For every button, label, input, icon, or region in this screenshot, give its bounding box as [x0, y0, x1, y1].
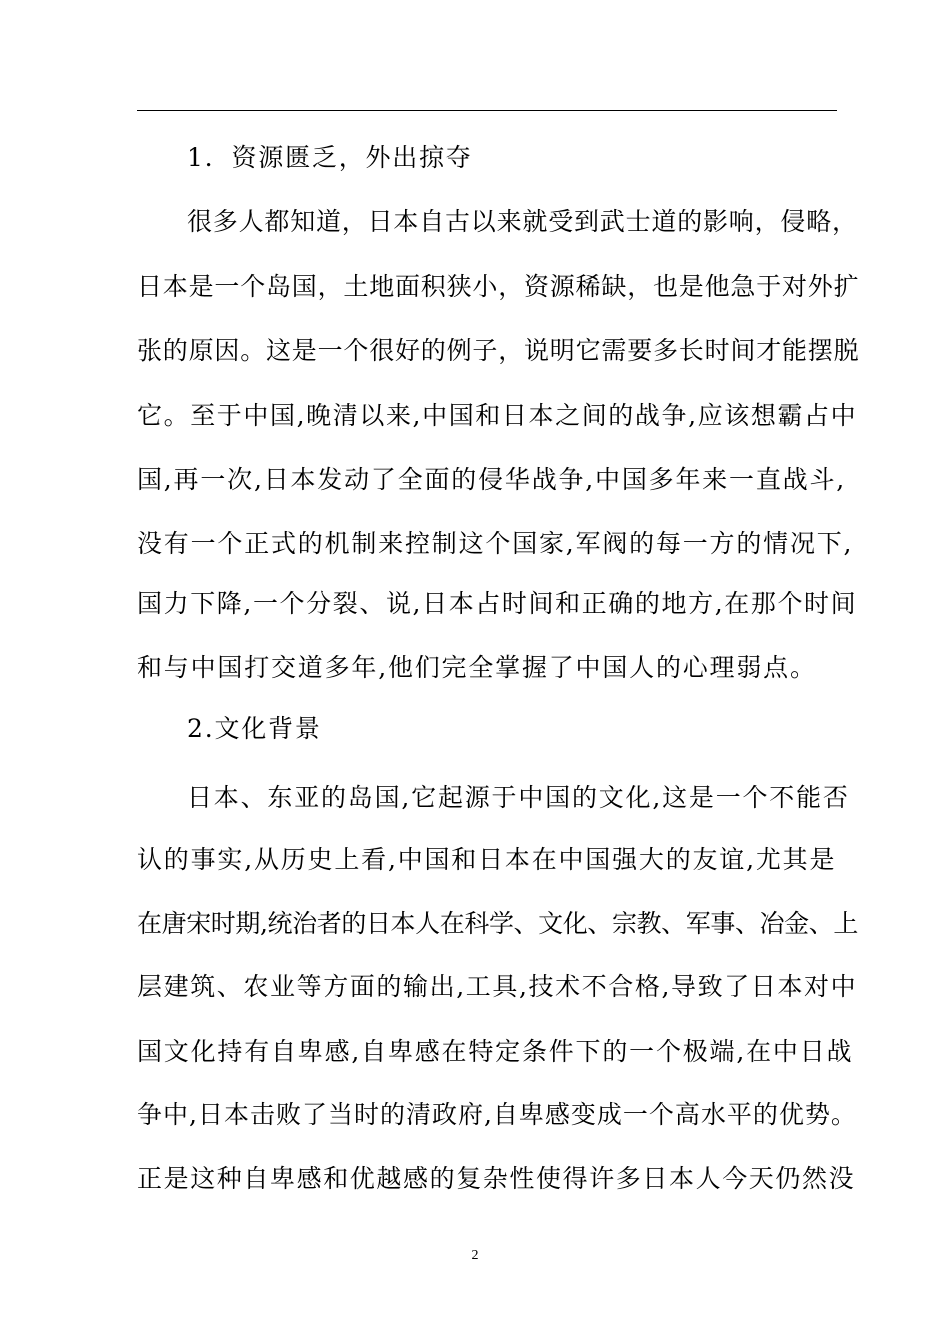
paragraph-line: 国文化持有自卑感,自卑感在特定条件下的一个极端,在中日战: [137, 1037, 854, 1066]
paragraph-line: 层建筑、农业等方面的输出,工具,技术不合格,导致了日本对中: [137, 972, 858, 1001]
section-1-heading: 1．资源匮乏，外出掠夺: [187, 143, 473, 172]
header-rule: [137, 110, 837, 111]
paragraph-line: 在唐宋时期,统治者的日本人在科学、文化、宗教、军事、冶金、上: [137, 909, 858, 938]
paragraph-line: 正是这种自卑感和优越感的复杂性使得许多日本人今天仍然没: [137, 1164, 856, 1193]
paragraph-line: 认的事实,从历史上看,中国和日本在中国强大的友谊,尤其是: [137, 845, 837, 874]
paragraph-line: 没有一个正式的机制来控制这个国家,军阀的每一方的情况下,: [137, 529, 854, 558]
paragraph-line: 日本、东亚的岛国,它起源于中国的文化,这是一个不能否: [187, 783, 850, 812]
paragraph-line: 日本是一个岛国，土地面积狭小，资源稀缺，也是他急于对外扩: [137, 272, 860, 301]
paragraph-line: 和与中国打交道多年,他们完全掌握了中国人的心理弱点。: [137, 653, 817, 682]
paragraph-line: 它。至于中国,晚清以来,中国和日本之间的战争,应该想霸占中: [137, 401, 858, 430]
paragraph-line: 很多人都知道，日本自古以来就受到武士道的影响，侵略，: [187, 207, 858, 236]
section-2-heading: 2.文化背景: [187, 714, 322, 743]
paragraph-line: 争中,日本击败了当时的清政府,自卑感变成一个高水平的优势。: [137, 1100, 857, 1129]
page-number: 2: [471, 1248, 479, 1263]
paragraph-line: 张的原因。这是一个很好的例子，说明它需要多长时间才能摆脱: [137, 336, 860, 365]
paragraph-line: 国,再一次,日本发动了全面的侵华战争,中国多年来一直战斗,: [137, 465, 846, 494]
paragraph-line: 国力下降,一个分裂、说,日本占时间和正确的地方,在那个时间: [137, 589, 858, 618]
